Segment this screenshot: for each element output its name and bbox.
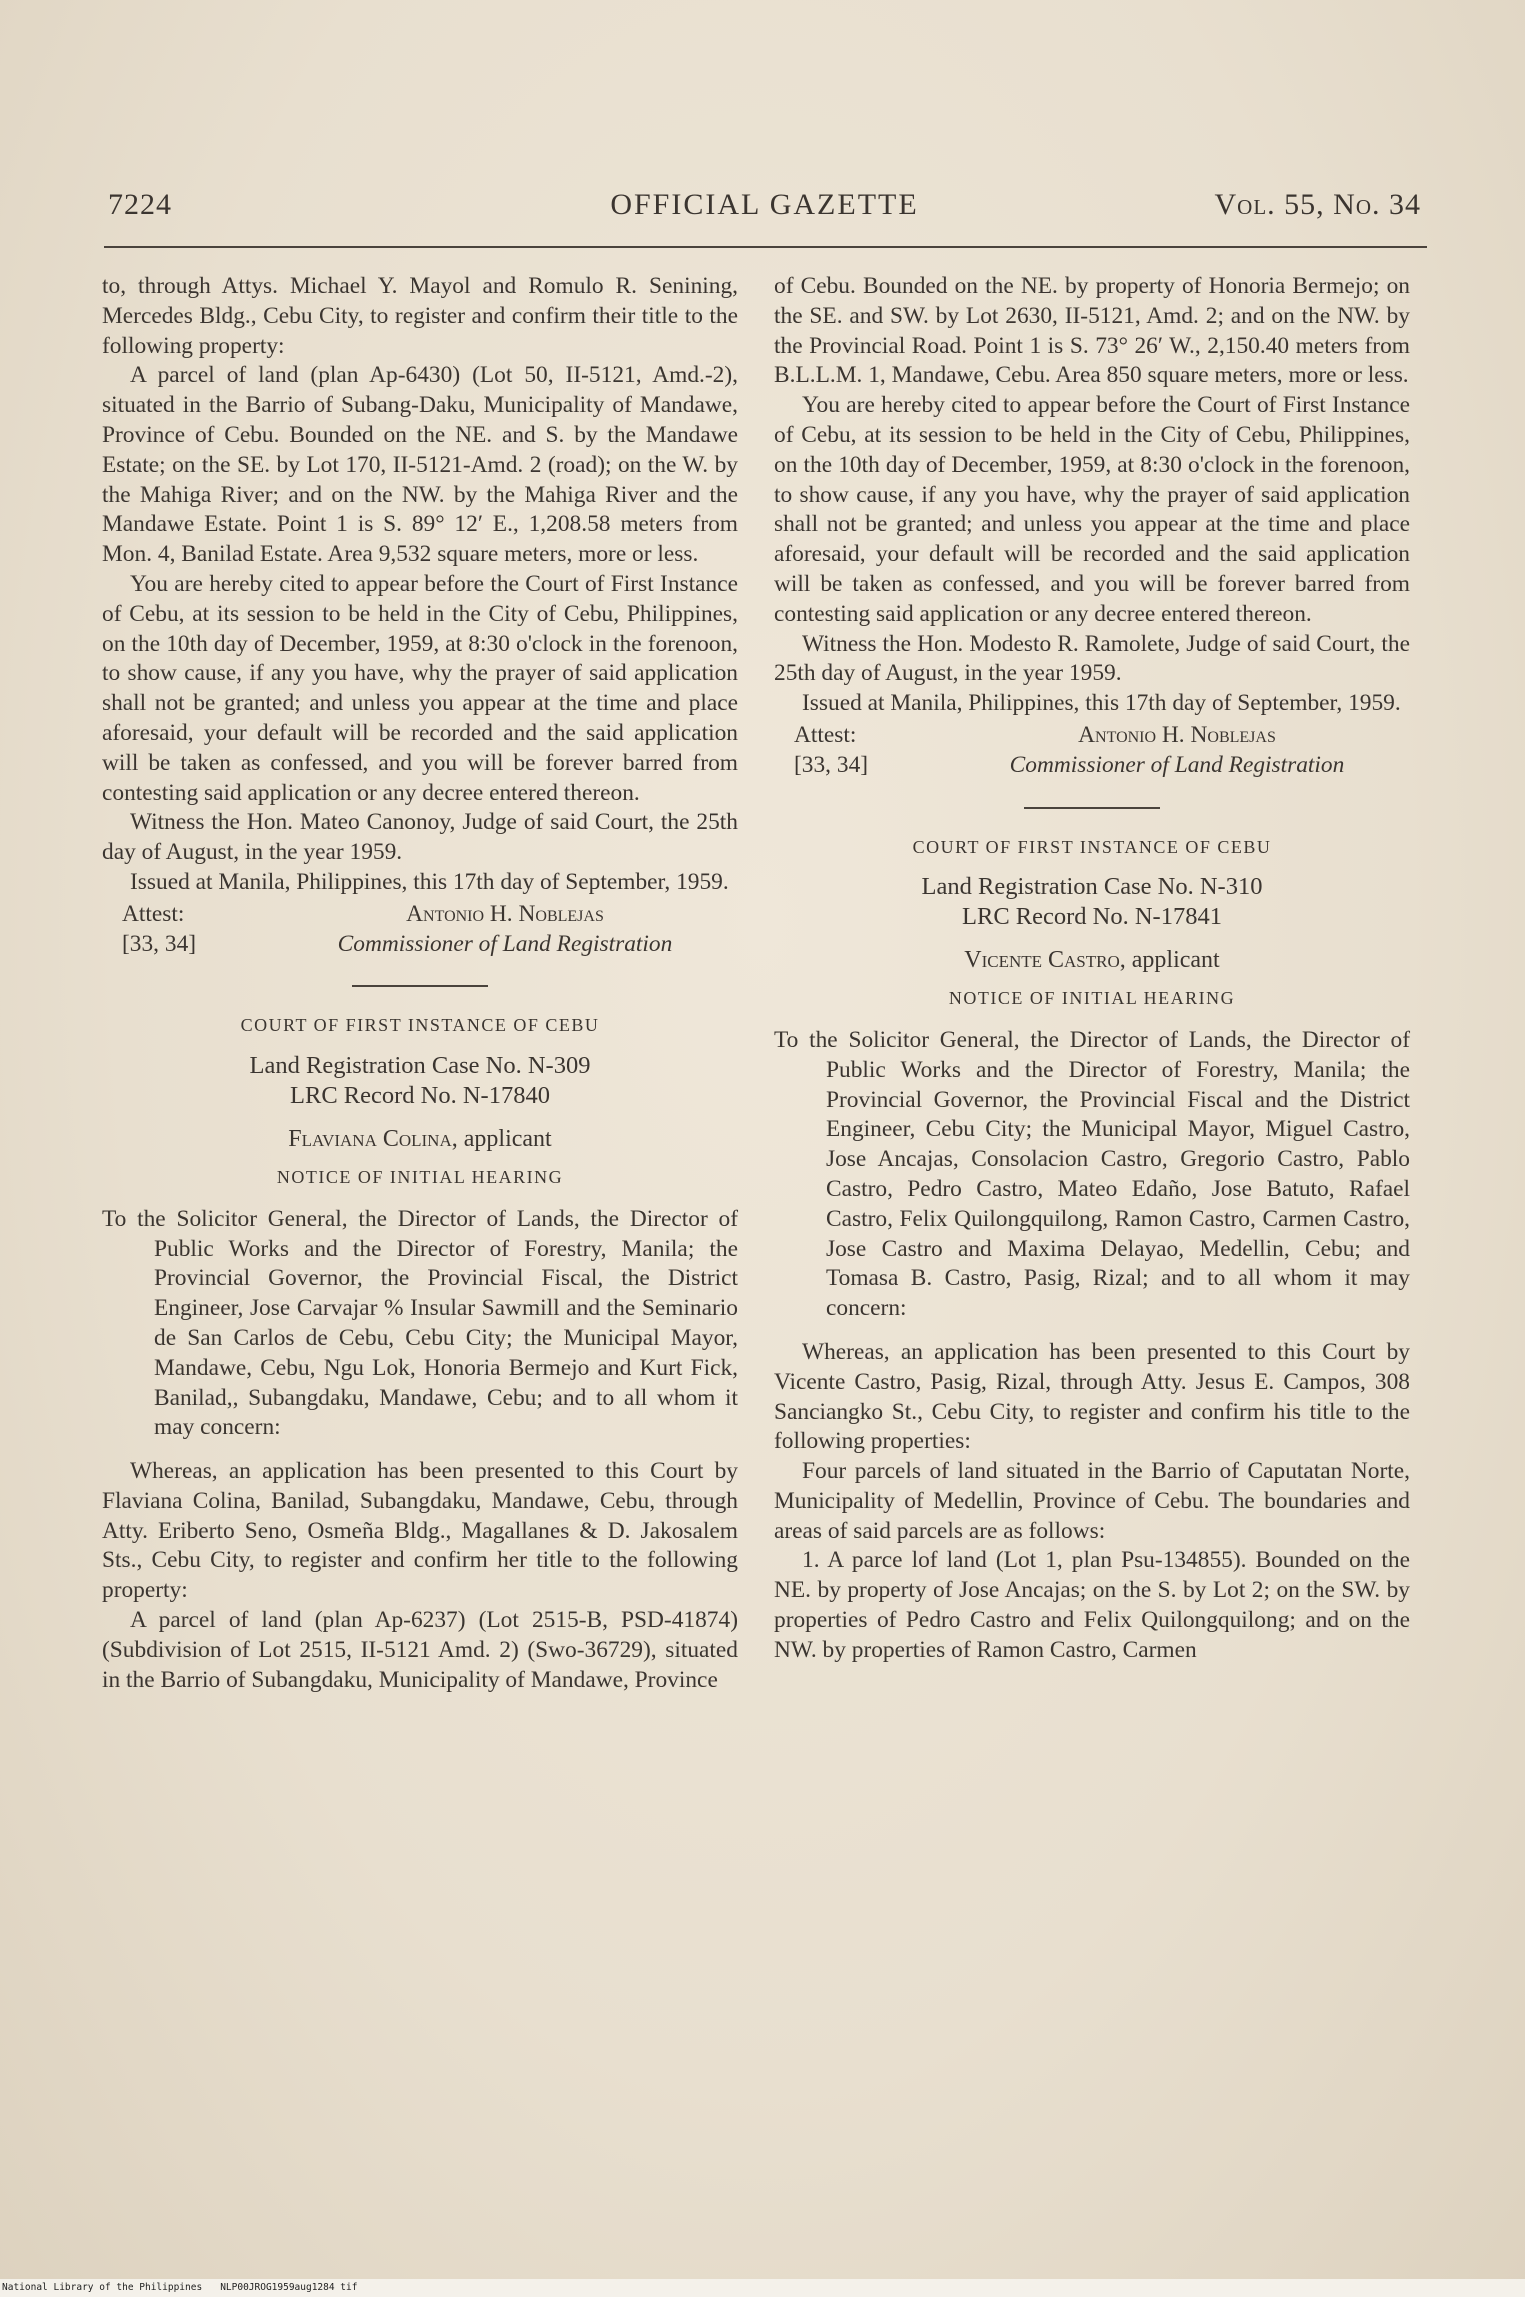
- attest-label: Attest:: [794, 721, 857, 748]
- volume-number: Vol. 55, No. 34: [1214, 188, 1421, 221]
- attestation-block: [102, 900, 738, 960]
- signatory-name: Antonio H. Noblejas: [1078, 721, 1276, 748]
- attest-reference: [33, 34]: [122, 930, 197, 957]
- section-divider: [352, 985, 488, 987]
- page-header: [108, 188, 1421, 236]
- paragraph: You are hereby cited to appear before the Court of First Instance of Cebu, at its session to be held in the City of Cebu, Philippines, on the 10th day of December, 1959, at 8:30 o'clock in the forenoon, to show cause, if any you have, why the prayer of said application shall not be granted; and unless you appear at the time and place aforesaid, your default will be recorded and the said application will be taken as confessed, and you will be forever barred from contesting said application or any decree entered thereon.: [102, 570, 738, 806]
- paragraph: Whereas, an application has been presented to this Court by Flaviana Colina, Banilad, Subangdaku, Mandawe, Cebu, through Atty. Eriberto Seno, Osmeña Bldg., Magallanes & D. Jakosalem Sts., Cebu City, to register and confirm her title to the following property:: [102, 1458, 738, 1604]
- lrc-record: LRC Record No. N-17840: [290, 1082, 550, 1110]
- court-heading: COURT OF FIRST INSTANCE OF CEBU: [912, 836, 1272, 857]
- addressees: To the Solicitor General, the Director of Lands, the Director of Public Works and the Director of Forestry, Manila; the Provincial Governor, the Provincial Fiscal and the District Engineer, Cebu City; the Municipal Mayor, Miguel Castro, Jose Ancajas, Consolacion Castro, Gregorio Castro, Pablo Castro, Pedro Castro, Mateo Edaño, Jose Batuto, Rafael Castro, Felix Quilongquilong, Ramon Castro, Carmen Castro, Jose Castro and Maxima Delayao, Medellin, Cebu; and Tomasa B. Castro, Pasig, Rizal; and to all whom it may concern:: [774, 1026, 1410, 1322]
- paragraph: You are hereby cited to appear before the Court of First Instance of Cebu, at its session to be held in the City of Cebu, Philippines, on the 10th day of December, 1959, at 8:30 o'clock in the forenoon, to show cause, if any you have, why the prayer of said application shall not be granted; and unless you appear at the time and place aforesaid, your default will be recorded and the said application will be taken as confessed, and you will be forever barred from contesting said application or any decree entered thereon.: [774, 392, 1410, 627]
- applicant-name: Flaviana Colina: [288, 1126, 452, 1153]
- paragraph: A parcel of land (plan Ap-6237) (Lot 2515-B, PSD-41874) (Subdivision of Lot 2515, II-5121 Amd. 2) (Swo-36729), situated in the Barrio of Subangdaku, Municipality of Mandawe, Province: [102, 1607, 738, 1693]
- paragraph: Issued at Manila, Philippines, this 17th day of September, 1959.: [130, 868, 729, 895]
- paragraph: Whereas, an application has been presented to this Court by Vicente Castro, Pasig, Rizal, through Atty. Jesus E. Campos, 308 Sanciangko St., Cebu City, to register and confirm his title to the following properties:: [774, 1338, 1410, 1455]
- publication-title: OFFICIAL GAZETTE: [610, 188, 919, 221]
- applicant-line: [102, 1125, 738, 1155]
- paragraph: to, through Attys. Michael Y. Mayol and Romulo R. Senining, Mercedes Bldg., Cebu City, to register and confirm their title to the following property:: [102, 273, 738, 359]
- paragraph: of Cebu. Bounded on the NE. by property of Honoria Bermejo; on the SE. and SW. by Lot 2630, II-5121, Amd. 2; and on the NW. by the Provincial Road. Point 1 is S. 73° 26′ W., 2,150.40 meters from B.L.L.M. 1, Mandawe, Cebu. Area 850 square meters, more or less.: [774, 273, 1410, 389]
- notice-heading: NOTICE OF INITIAL HEARING: [276, 1166, 564, 1187]
- signatory-name: Antonio H. Noblejas: [406, 900, 604, 927]
- case-number: Land Registration Case No. N-310: [921, 873, 1263, 901]
- paragraph: 1. A parce lof land (Lot 1, plan Psu-134855). Bounded on the NE. by property of Jose Ancajas; on the S. by Lot 2; on the SW. by properties of Pedro Castro and Felix Quilongquilong; and on the NW. by properties of Ramon Castro, Carmen: [774, 1547, 1410, 1663]
- applicant-suffix: , applicant: [451, 1126, 552, 1153]
- right-column: [774, 272, 1410, 1666]
- left-column: [102, 272, 738, 1695]
- scan-footer: [0, 2279, 1525, 2297]
- applicant-suffix: , applicant: [1119, 947, 1220, 974]
- applicant-line: [774, 946, 1410, 976]
- section-divider: [1024, 807, 1160, 809]
- attestation-block: [774, 721, 1410, 781]
- header-rule: [104, 246, 1427, 248]
- addressees: To the Solicitor General, the Director of Lands, the Director of Public Works and the Director of Forestry, Manila; the Provincial Governor, the Provincial Fiscal, the District Engineer, Jose Carvajar % Insular Sawmill and the Seminario de San Carlos de Cebu, Cebu City; the Municipal Mayor, Mandawe, Cebu, Ngu Lok, Honoria Bermejo and Kurt Fick, Banilad,, Subangdaku, Mandawe, Cebu; and to all whom it may concern:: [102, 1205, 738, 1441]
- signatory-title: Commissioner of Land Registration: [1009, 751, 1345, 778]
- signatory-title: Commissioner of Land Registration: [337, 930, 673, 957]
- library-credit: National Library of the Philippines: [2, 2282, 203, 2293]
- attest-reference: [33, 34]: [794, 751, 869, 778]
- applicant-name: Vicente Castro: [964, 947, 1120, 974]
- scan-filename: NLP00JROG1959aug1284 tif: [220, 2282, 358, 2293]
- paragraph: Issued at Manila, Philippines, this 17th day of September, 1959.: [802, 690, 1401, 717]
- paragraph: Four parcels of land situated in the Barrio of Caputatan Norte, Municipality of Medellin, Province of Cebu. The boundaries and areas of said parcels are as follows:: [774, 1458, 1410, 1544]
- court-heading: COURT OF FIRST INSTANCE OF CEBU: [240, 1015, 600, 1036]
- attest-label: Attest:: [122, 900, 185, 927]
- notice-heading: NOTICE OF INITIAL HEARING: [948, 988, 1236, 1009]
- case-number: Land Registration Case No. N-309: [249, 1052, 591, 1080]
- paragraph: Witness the Hon. Modesto R. Ramolete, Judge of said Court, the 25th day of August, in the year 1959.: [774, 630, 1410, 687]
- page-number: 7224: [108, 188, 172, 221]
- paragraph: A parcel of land (plan Ap-6430) (Lot 50, II-5121, Amd.-2), situated in the Barrio of Subang-Daku, Municipality of Mandawe, Province of Cebu. Bounded on the NE. and S. by the Mandawe Estate; on the SE. by Lot 170, II-5121-Amd. 2 (road); on the W. by the Mahiga River; and on the NW. by the Mahiga River and the Mandawe Estate. Point 1 is S. 89° 12′ E., 1,208.58 meters from Mon. 4, Banilad Estate. Area 9,532 square meters, more or less.: [102, 362, 738, 568]
- paragraph: Witness the Hon. Mateo Canonoy, Judge of said Court, the 25th day of August, in the year 1959.: [102, 809, 738, 866]
- lrc-record: LRC Record No. N-17841: [962, 903, 1222, 931]
